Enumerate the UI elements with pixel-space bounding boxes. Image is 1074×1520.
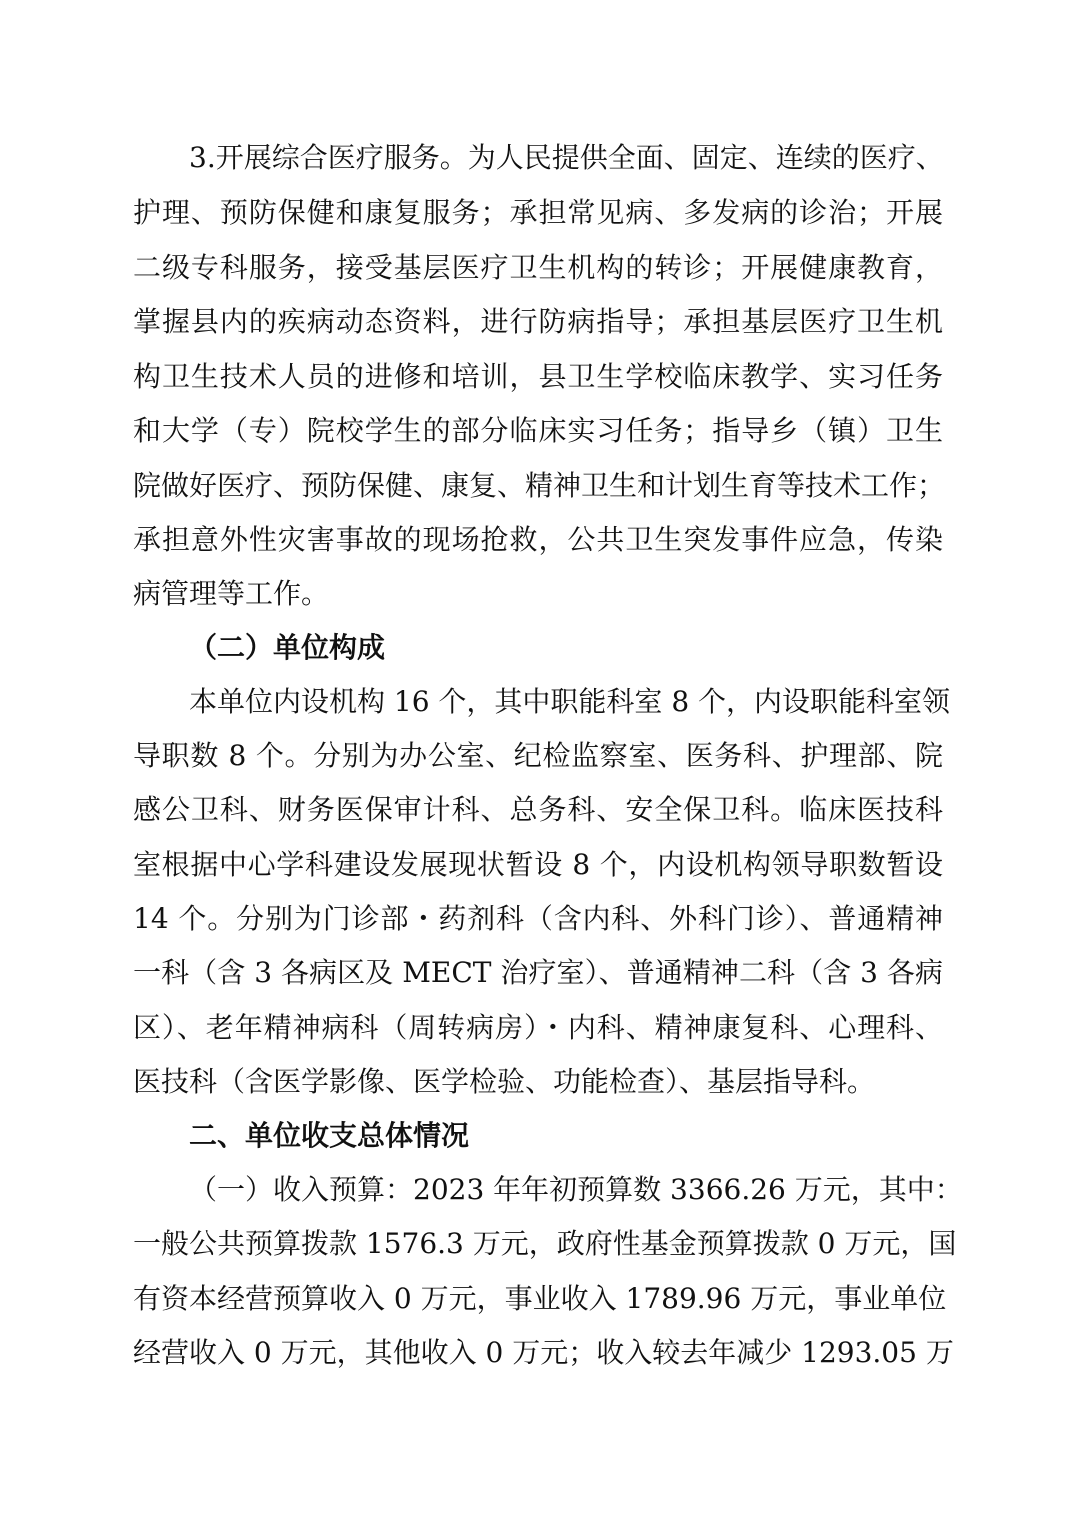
paragraph-line: 二级专科服务，接受基层医疗卫生机构的转诊；开展健康教育， (133, 251, 943, 284)
paragraph-line: 医技科（含医学影像、医学检验、功能检查）、基层指导科。 (133, 1065, 876, 1098)
paragraph-line: （一）收入预算：2023 年年初预算数 3366.26 万元，其中： (189, 1173, 963, 1206)
paragraph-line: 导职数 8 个。分别为办公室、纪检监察室、医务科、护理部、院 (133, 739, 943, 772)
paragraph-line: 构卫生技术人员的进修和培训，县卫生学校临床教学、实习任务 (133, 360, 943, 393)
paragraph-line: 本单位内设机构 16 个，其中职能科室 8 个，内设职能科室领 (189, 685, 951, 718)
paragraph-line: 护理、预防保健和康复服务；承担常见病、多发病的诊治；开展 (133, 196, 943, 229)
paragraph-line: 区）、老年精神病科（周转病房）・内科、精神康复科、心理科、 (133, 1011, 943, 1044)
section-heading: （二）单位构成 (189, 631, 386, 664)
paragraph-line: 一般公共预算拨款 1576.3 万元，政府性基金预算拨款 0 万元，国 (133, 1227, 957, 1260)
paragraph-line: 14 个。分别为门诊部・药剂科（含内科、外科门诊）、普通精神 (133, 902, 943, 935)
paragraph-line: 和大学（专）院校学生的部分临床实习任务；指导乡（镇）卫生 (133, 414, 943, 447)
paragraph-line: 一科（含 3 各病区及 MECT 治疗室）、普通精神二科（含 3 各病 (133, 956, 943, 989)
paragraph-line: 经营收入 0 万元，其他收入 0 万元；收入较去年减少 1293.05 万 (133, 1336, 954, 1369)
paragraph-line: 掌握县内的疾病动态资料，进行防病指导；承担基层医疗卫生机 (133, 305, 943, 338)
section-heading: 二、单位收支总体情况 (189, 1119, 470, 1152)
paragraph-line: 3.开展综合医疗服务。为人民提供全面、固定、连续的医疗、 (189, 141, 944, 174)
paragraph-line: 室根据中心学科建设发展现状暂设 8 个，内设机构领导职数暂设 (133, 848, 943, 881)
paragraph-line: 病管理等工作。 (133, 577, 330, 610)
paragraph-line: 感公卫科、财务医保审计科、总务科、安全保卫科。临床医技科 (133, 793, 943, 826)
paragraph-line: 承担意外性灾害事故的现场抢救，公共卫生突发事件应急，传染 (133, 523, 943, 556)
paragraph-line: 有资本经营预算收入 0 万元，事业收入 1789.96 万元，事业单位 (133, 1282, 947, 1315)
paragraph-line: 院做好医疗、预防保健、康复、精神卫生和计划生育等技术工作； (133, 469, 946, 502)
